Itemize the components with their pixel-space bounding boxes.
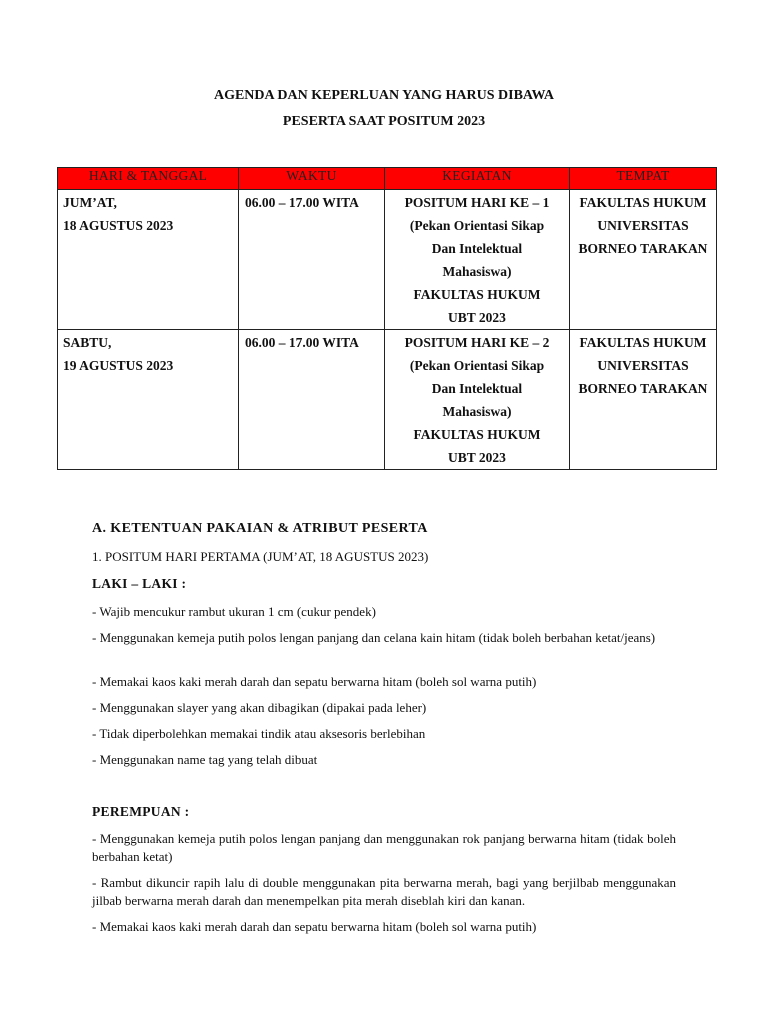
cell-time — [239, 190, 385, 330]
activity-line: Mahasiswa) — [442, 264, 512, 279]
day-name: SABTU, — [63, 335, 112, 350]
cell-activity — [385, 330, 570, 470]
agenda-table — [57, 167, 717, 470]
day-date: 18 AGUSTUS 2023 — [63, 218, 174, 233]
place-line: FAKULTAS HUKUM — [579, 195, 707, 210]
activity-line: Dan Intelektual — [431, 381, 523, 396]
list-item: - Menggunakan kemeja putih polos lengan panjang dan celana kain hitam (tidak boleh berbahan ketat/jeans) — [92, 630, 656, 645]
place-line: BORNEO TARAKAN — [578, 241, 708, 256]
document-subtitle: PESERTA SAAT POSITUM 2023 — [282, 114, 486, 129]
activity-line: UBT 2023 — [448, 450, 506, 465]
cell-day — [58, 190, 239, 330]
place-line: BORNEO TARAKAN — [578, 381, 708, 396]
list-item: - Tidak diperbolehkan memakai tindik atau aksesoris berlebihan — [92, 726, 426, 741]
section-subheading: 1. POSITUM HARI PERTAMA (JUM’AT, 18 AGUSTUS 2023) — [92, 549, 429, 564]
time-range: 06.00 – 17.00 WITA — [245, 335, 359, 350]
list-item: - Menggunakan name tag yang telah dibuat — [92, 752, 318, 767]
header-hari-tanggal: HARI & TANGGAL — [58, 168, 239, 190]
cell-time — [239, 330, 385, 470]
activity-line: (Pekan Orientasi Sikap — [409, 358, 545, 373]
place-line: UNIVERSITAS — [597, 218, 689, 233]
document-title: AGENDA DAN KEPERLUAN YANG HARUS DIBAWA — [213, 88, 555, 103]
table-row — [58, 190, 717, 330]
activity-line: POSITUM HARI KE – 2 — [404, 335, 550, 350]
activity-line: Mahasiswa) — [442, 404, 512, 419]
cell-place — [570, 190, 717, 330]
activity-line: (Pekan Orientasi Sikap — [409, 218, 545, 233]
female-label: PEREMPUAN : — [92, 804, 190, 819]
cell-activity — [385, 190, 570, 330]
list-item: - Memakai kaos kaki merah darah dan sepatu berwarna hitam (boleh sol warna putih) — [92, 919, 537, 934]
list-item: - Menggunakan kemeja putih polos lengan panjang dan menggunakan rok panjang berwarna hitam (tidak boleh berbahan ketat) — [92, 831, 676, 864]
activity-line: FAKULTAS HUKUM — [413, 427, 541, 442]
list-item: - Menggunakan slayer yang akan dibagikan (dipakai pada leher) — [92, 700, 427, 715]
cell-place — [570, 330, 717, 470]
list-item: - Wajib mencukur rambut ukuran 1 cm (cukur pendek) — [92, 604, 376, 619]
activity-line: POSITUM HARI KE – 1 — [404, 195, 550, 210]
list-item: - Rambut dikuncir rapih lalu di double menggunakan pita berwarna merah, bagi yang berjilbab menggunakan jilbab berwarna merah darah dan menempelkan pita merah diseblah kiri dan kanan. — [92, 875, 676, 908]
day-name: JUM’AT, — [63, 195, 117, 210]
header-tempat: TEMPAT — [570, 168, 717, 190]
section-heading: A. KETENTUAN PAKAIAN & ATRIBUT PESERTA — [92, 521, 428, 536]
day-date: 19 AGUSTUS 2023 — [63, 358, 174, 373]
place-line: FAKULTAS HUKUM — [579, 335, 707, 350]
cell-day — [58, 330, 239, 470]
header-waktu: WAKTU — [239, 168, 385, 190]
activity-line: Dan Intelektual — [431, 241, 523, 256]
activity-line: FAKULTAS HUKUM — [413, 287, 541, 302]
table-row — [58, 330, 717, 470]
time-range: 06.00 – 17.00 WITA — [245, 195, 359, 210]
list-item: - Memakai kaos kaki merah darah dan sepatu berwarna hitam (boleh sol warna putih) — [92, 674, 537, 689]
activity-line: UBT 2023 — [448, 310, 506, 325]
place-line: UNIVERSITAS — [597, 358, 689, 373]
male-label: LAKI – LAKI : — [92, 576, 187, 591]
header-kegiatan: KEGIATAN — [385, 168, 570, 190]
table-header-row — [58, 168, 717, 190]
